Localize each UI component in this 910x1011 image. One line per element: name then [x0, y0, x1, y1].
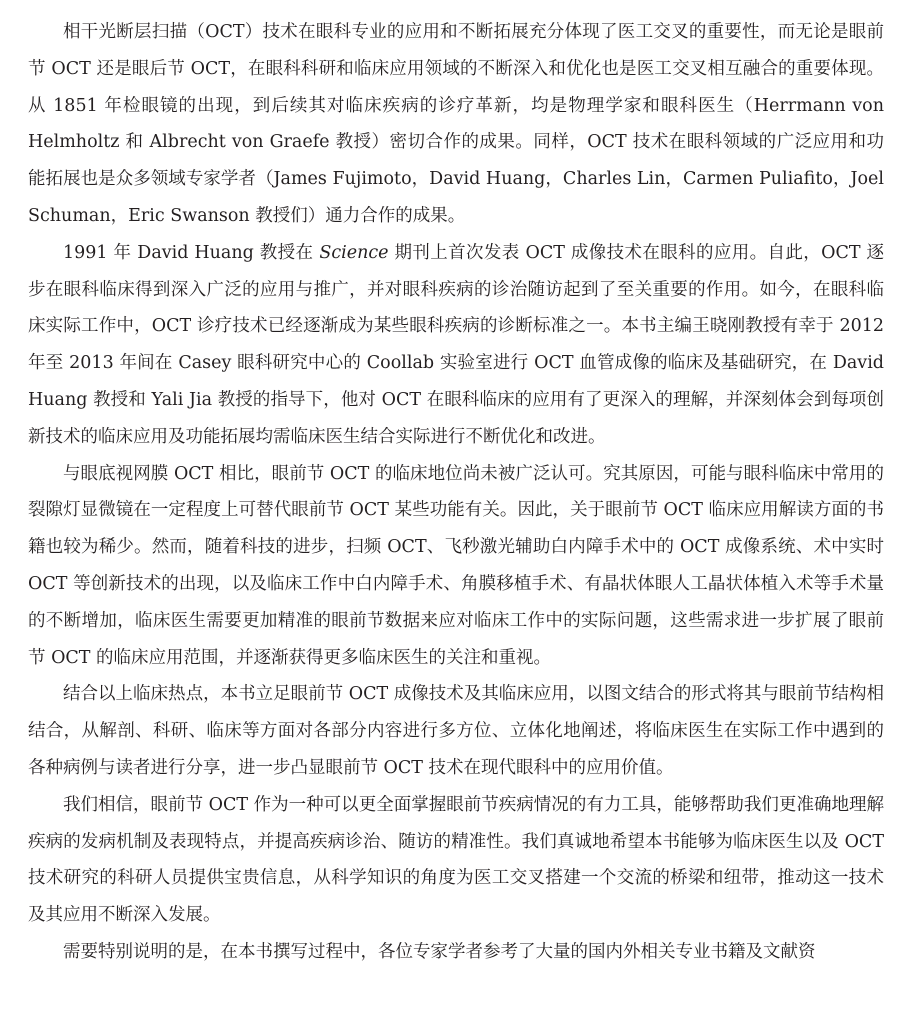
paragraph-text: 相干光断层扫描（OCT）技术在眼科专业的应用和不断拓展充分体现了医工交叉的重要性，而无论是眼前节 OCT 还是眼后节 OCT，在眼科科研和临床应用领域的不断深入和优化也是医工交叉相互融合的重要体现。从 1851 年检眼镜的出现，到后续其对临床疾病的诊疗革新，均是物理学家和眼科医生（Herrmann von Helmholtz 和 Albrecht von Graefe 教授）密切合作的成果。同样，OCT 技术在眼科领域的广泛应用和功能拓展也是众多领域专家学者（James Fujimoto，David Huang，Charles Lin，Carmen Puliafito，Joel Schuman，Eric Swanson 教授们）通力合作的成果。 — [28, 22, 884, 226]
journal-name: Science — [319, 242, 389, 263]
paragraph-text: 需要特别说明的是，在本书撰写过程中，各位专家学者参考了大量的国内外相关专业书籍及文献资 — [63, 941, 816, 962]
paragraph-text: 1991 年 David Huang 教授在 — [63, 242, 320, 263]
document-page — [28, 14, 884, 971]
paragraph-oct-history — [28, 235, 884, 456]
paragraph-text: 结合以上临床热点，本书立足眼前节 OCT 成像技术及其临床应用，以图文结合的形式将其与眼前节结构相结合，从解剖、科研、临床等方面对各部分内容进行多方位、立体化地阐述，将临床医生在实际工作中遇到的各种病例与读者进行分享，进一步凸显眼前节 OCT 技术在现代眼科中的应用价值。 — [28, 684, 884, 778]
paragraph-book-scope — [28, 676, 884, 786]
paragraph-special-note — [28, 934, 884, 971]
paragraph-oct-intro — [28, 14, 884, 235]
paragraph-anterior-segment — [28, 456, 884, 677]
paragraph-text: 与眼底视网膜 OCT 相比，眼前节 OCT 的临床地位尚未被广泛认可。究其原因，可能与眼科临床中常用的裂隙灯显微镜在一定程度上可替代眼前节 OCT 某些功能有关。因此，关于眼前节 OCT 临床应用解读方面的书籍也较为稀少。然而，随着科技的进步，扫频 OCT、飞秒激光辅助白内障手术中的 OCT 成像系统、术中实时 OCT 等创新技术的出现，以及临床工作中白内障手术、角膜移植手术、有晶状体眼人工晶状体植入术等手术量的不断增加，临床医生需要更加精准的眼前节数据来应对临床工作中的实际问题，这些需求进一步扩展了眼前节 OCT 的临床应用范围，并逐渐获得更多临床医生的关注和重视。 — [28, 463, 884, 668]
paragraph-text: 我们相信，眼前节 OCT 作为一种可以更全面掌握眼前节疾病情况的有力工具，能够帮助我们更准确地理解疾病的发病机制及表现特点，并提高疾病诊治、随访的精准性。我们真诚地希望本书能够为临床医生以及 OCT 技术研究的科研人员提供宝贵信息，从科学知识的角度为医工交叉搭建一个交流的桥梁和纽带，推动这一技术及其应用不断深入发展。 — [28, 794, 884, 926]
paragraph-text: 期刊上首次发表 OCT 成像技术在眼科的应用。自此，OCT 逐步在眼科临床得到深入广泛的应用与推广，并对眼科疾病的诊治随访起到了至关重要的作用。如今，在眼科临床实际工作中，OCT 诊疗技术已经逐渐成为某些眼科疾病的诊断标准之一。本书主编王晓刚教授有幸于 2012 年至 2013 年间在 Casey 眼科研究中心的 Coollab 实验室进行 OCT 血管成像的临床及基础研究，在 David Huang 教授和 Yali Jia 教授的指导下，他对 OCT 在眼科临床的应用有了更深入的理解，并深刻体会到每项创新技术的临床应用及功能拓展均需临床医生结合实际进行不断优化和改进。 — [28, 242, 884, 447]
paragraph-book-goal — [28, 787, 884, 934]
